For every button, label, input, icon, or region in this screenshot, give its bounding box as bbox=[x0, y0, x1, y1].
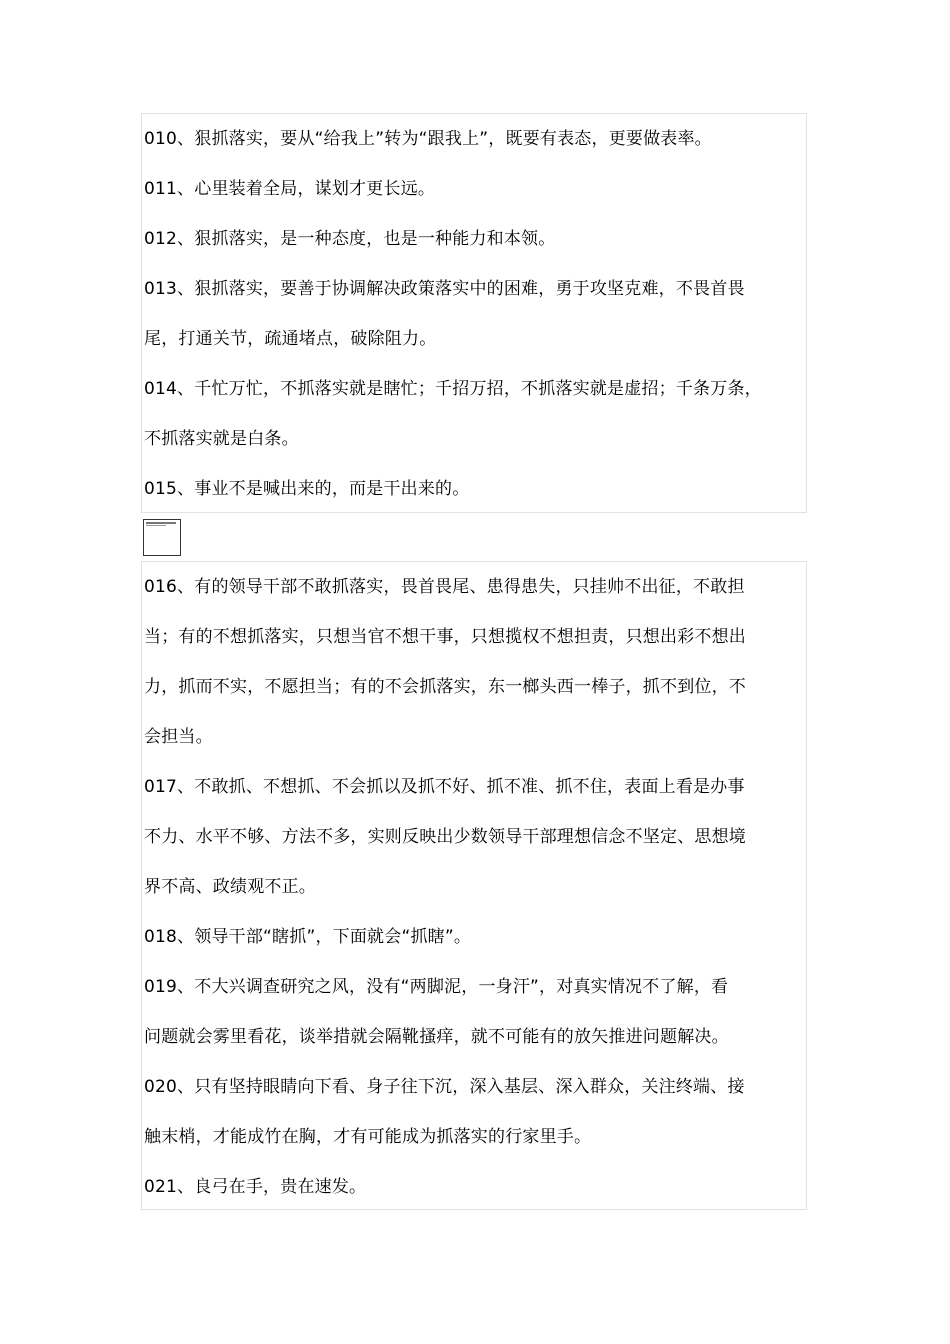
paragraph-012: 012、狠抓落实，是一种态度，也是一种能力和本领。 bbox=[144, 229, 556, 249]
image-thumbnail[interactable] bbox=[143, 519, 181, 556]
paragraph-013-line-1: 013、狠抓落实，要善于协调解决政策落实中的困难，勇于攻坚克难，不畏首畏 bbox=[144, 279, 745, 299]
thumbnail-text-line bbox=[146, 525, 166, 526]
paragraph-020-line-2: 触末梢，才能成竹在胸，才有可能成为抓落实的行家里手。 bbox=[144, 1127, 592, 1147]
paragraph-014-line-1: 014、千忙万忙，不抓落实就是瞎忙；千招万招，不抓落实就是虚招；千条万条， bbox=[144, 379, 762, 399]
paragraph-017-line-2: 不力、水平不够、方法不多，实则反映出少数领导干部理想信念不坚定、思想境 bbox=[144, 827, 746, 847]
paragraph-014-line-2: 不抓落实就是白条。 bbox=[144, 429, 299, 449]
paragraph-016-line-3: 力，抓而不实，不愿担当；有的不会抓落实，东一榔头西一棒子，抓不到位，不 bbox=[144, 677, 746, 697]
paragraph-017-line-1: 017、不敢抓、不想抓、不会抓以及抓不好、抓不准、抓不住，表面上看是办事 bbox=[144, 777, 745, 797]
paragraph-019-line-1: 019、不大兴调查研究之风，没有“两脚泥，一身汗”，对真实情况不了解，看 bbox=[144, 977, 729, 997]
text-block-2 bbox=[141, 561, 807, 1210]
paragraph-016-line-4: 会担当。 bbox=[144, 727, 213, 747]
paragraph-013-line-2: 尾，打通关节，疏通堵点，破除阻力。 bbox=[144, 329, 437, 349]
paragraph-016-line-1: 016、有的领导干部不敢抓落实，畏首畏尾、患得患失，只挂帅不出征，不敢担 bbox=[144, 577, 745, 597]
paragraph-018: 018、领导干部“瞎抓”，下面就会“抓瞎”。 bbox=[144, 927, 472, 947]
paragraph-015: 015、事业不是喊出来的，而是干出来的。 bbox=[144, 479, 470, 499]
text-block-1 bbox=[141, 113, 807, 513]
paragraph-017-line-3: 界不高、政绩观不正。 bbox=[144, 877, 316, 897]
paragraph-010: 010、狠抓落实，要从“给我上”转为“跟我上”，既要有表态，更要做表率。 bbox=[144, 129, 712, 149]
paragraph-019-line-2: 问题就会雾里看花，谈举措就会隔靴搔痒，就不可能有的放矢推进问题解决。 bbox=[144, 1027, 729, 1047]
paragraph-011: 011、心里装着全局，谋划才更长远。 bbox=[144, 179, 436, 199]
paragraph-021: 021、良弓在手，贵在速发。 bbox=[144, 1177, 367, 1197]
paragraph-020-line-1: 020、只有坚持眼睛向下看、身子往下沉，深入基层、深入群众，关注终端、接 bbox=[144, 1077, 745, 1097]
paragraph-016-line-2: 当；有的不想抓落实，只想当官不想干事，只想揽权不想担责，只想出彩不想出 bbox=[144, 627, 746, 647]
thumbnail-text-line bbox=[146, 522, 176, 524]
